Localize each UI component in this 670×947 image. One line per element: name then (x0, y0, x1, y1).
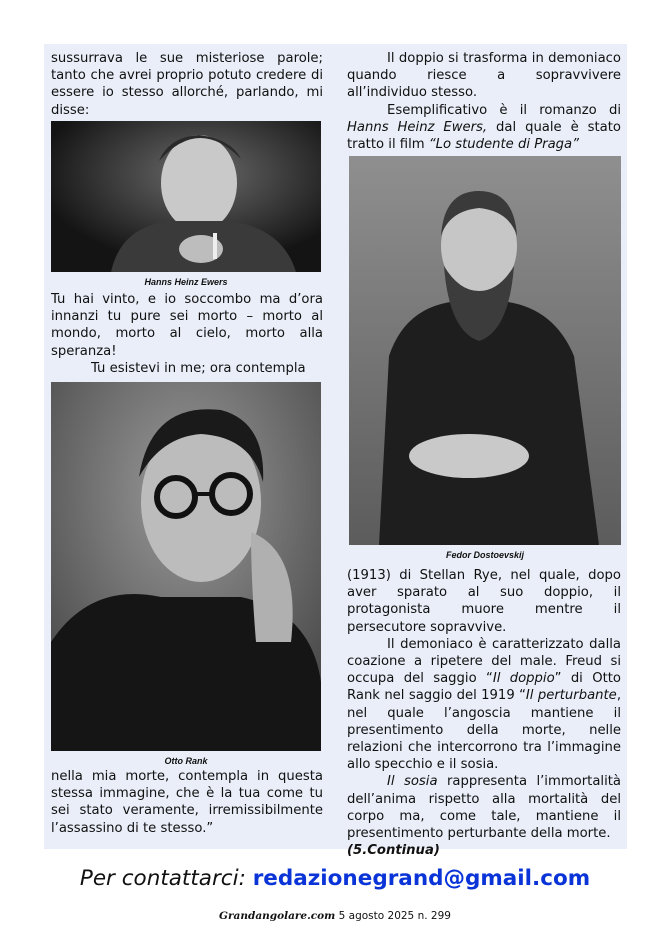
author-name: Hanns Heinz Ewers, (347, 119, 488, 135)
footer-info: 5 agosto 2025 n. 299 (335, 910, 451, 922)
photo-caption: Hanns Heinz Ewers (144, 277, 228, 287)
paragraph: nella mia morte, contempla in questa stessa immagine, che è la tua come tu sei stato veramente, irremissibilmente l’assassino di te stesso.” (51, 769, 323, 836)
text: rappresenta l’immortalità dell’anima rispetto alla mortalità del corpo ma, come tale, mantiene il presentimento perturbante della morte. (347, 774, 621, 842)
column-left-top (51, 50, 323, 119)
column-right-top (347, 50, 621, 153)
paragraph: Tu esistevi in me; ora contempla (91, 360, 306, 376)
paragraph: sussurrava le sue misteriose parole; tanto che avrei proprio potuto credere di essere io stesso allorché, parlando, mi disse: (51, 51, 323, 118)
photo-caption: Fedor Dostoevskij (445, 550, 525, 560)
text: , nel quale l’angoscia mantiene il presentimento della morte, nelle relazioni che intercorrono tra l’immagine allo specchio e il sosia. (347, 688, 622, 773)
film-title: “Lo studente di Praga” (428, 137, 579, 153)
contact-email-link[interactable]: redazionegrand@gmail.com (252, 866, 591, 891)
paragraph: (1913) di Stellan Rye, nel quale, dopo aver sparato al suo doppio, il protagonista muore mentre il persecutore sopravvive. (347, 568, 621, 635)
footer-brand: Grandangolare.com (219, 910, 336, 922)
column-left-middle (51, 291, 323, 377)
text: Esemplificativo è il romanzo di (387, 102, 621, 118)
photo-hanns-heinz-ewers (51, 121, 321, 272)
column-left-bottom (51, 768, 323, 837)
paragraph (347, 636, 621, 774)
page-footer (0, 910, 670, 922)
photo-caption: Otto Rank (164, 756, 208, 766)
text: ” di Otto Rank nel saggio del 1919 “ (347, 671, 621, 704)
column-right-bottom (347, 567, 621, 859)
paragraph: Il doppio si trasforma in demoniaco quando riesce a sopravvivere all’individuo stesso. (347, 51, 621, 101)
text: Il demoniaco è caratterizzato dalla coazione a ripetere del male. Freud si occupa del saggio “ (347, 636, 621, 687)
paragraph (347, 773, 621, 842)
contact-label: Per contattarci: (79, 866, 253, 891)
photo-fedor-dostoevskij (349, 156, 621, 545)
essay-title: Il doppio (492, 671, 555, 687)
term: Il sosia (387, 774, 438, 790)
text: dal quale è stato tratto il film (347, 119, 621, 153)
continued-note: (5.Continua) (347, 843, 440, 859)
photo-otto-rank (51, 382, 321, 751)
paragraph: Tu hai vinto, e io soccombo ma d’ora innanzi tu pure sei morto – morto al mondo, morto al cielo, morto alla speranza! (51, 292, 323, 359)
paragraph (347, 102, 621, 154)
essay-title: Il perturbante (525, 688, 617, 704)
contact-line (0, 866, 670, 891)
